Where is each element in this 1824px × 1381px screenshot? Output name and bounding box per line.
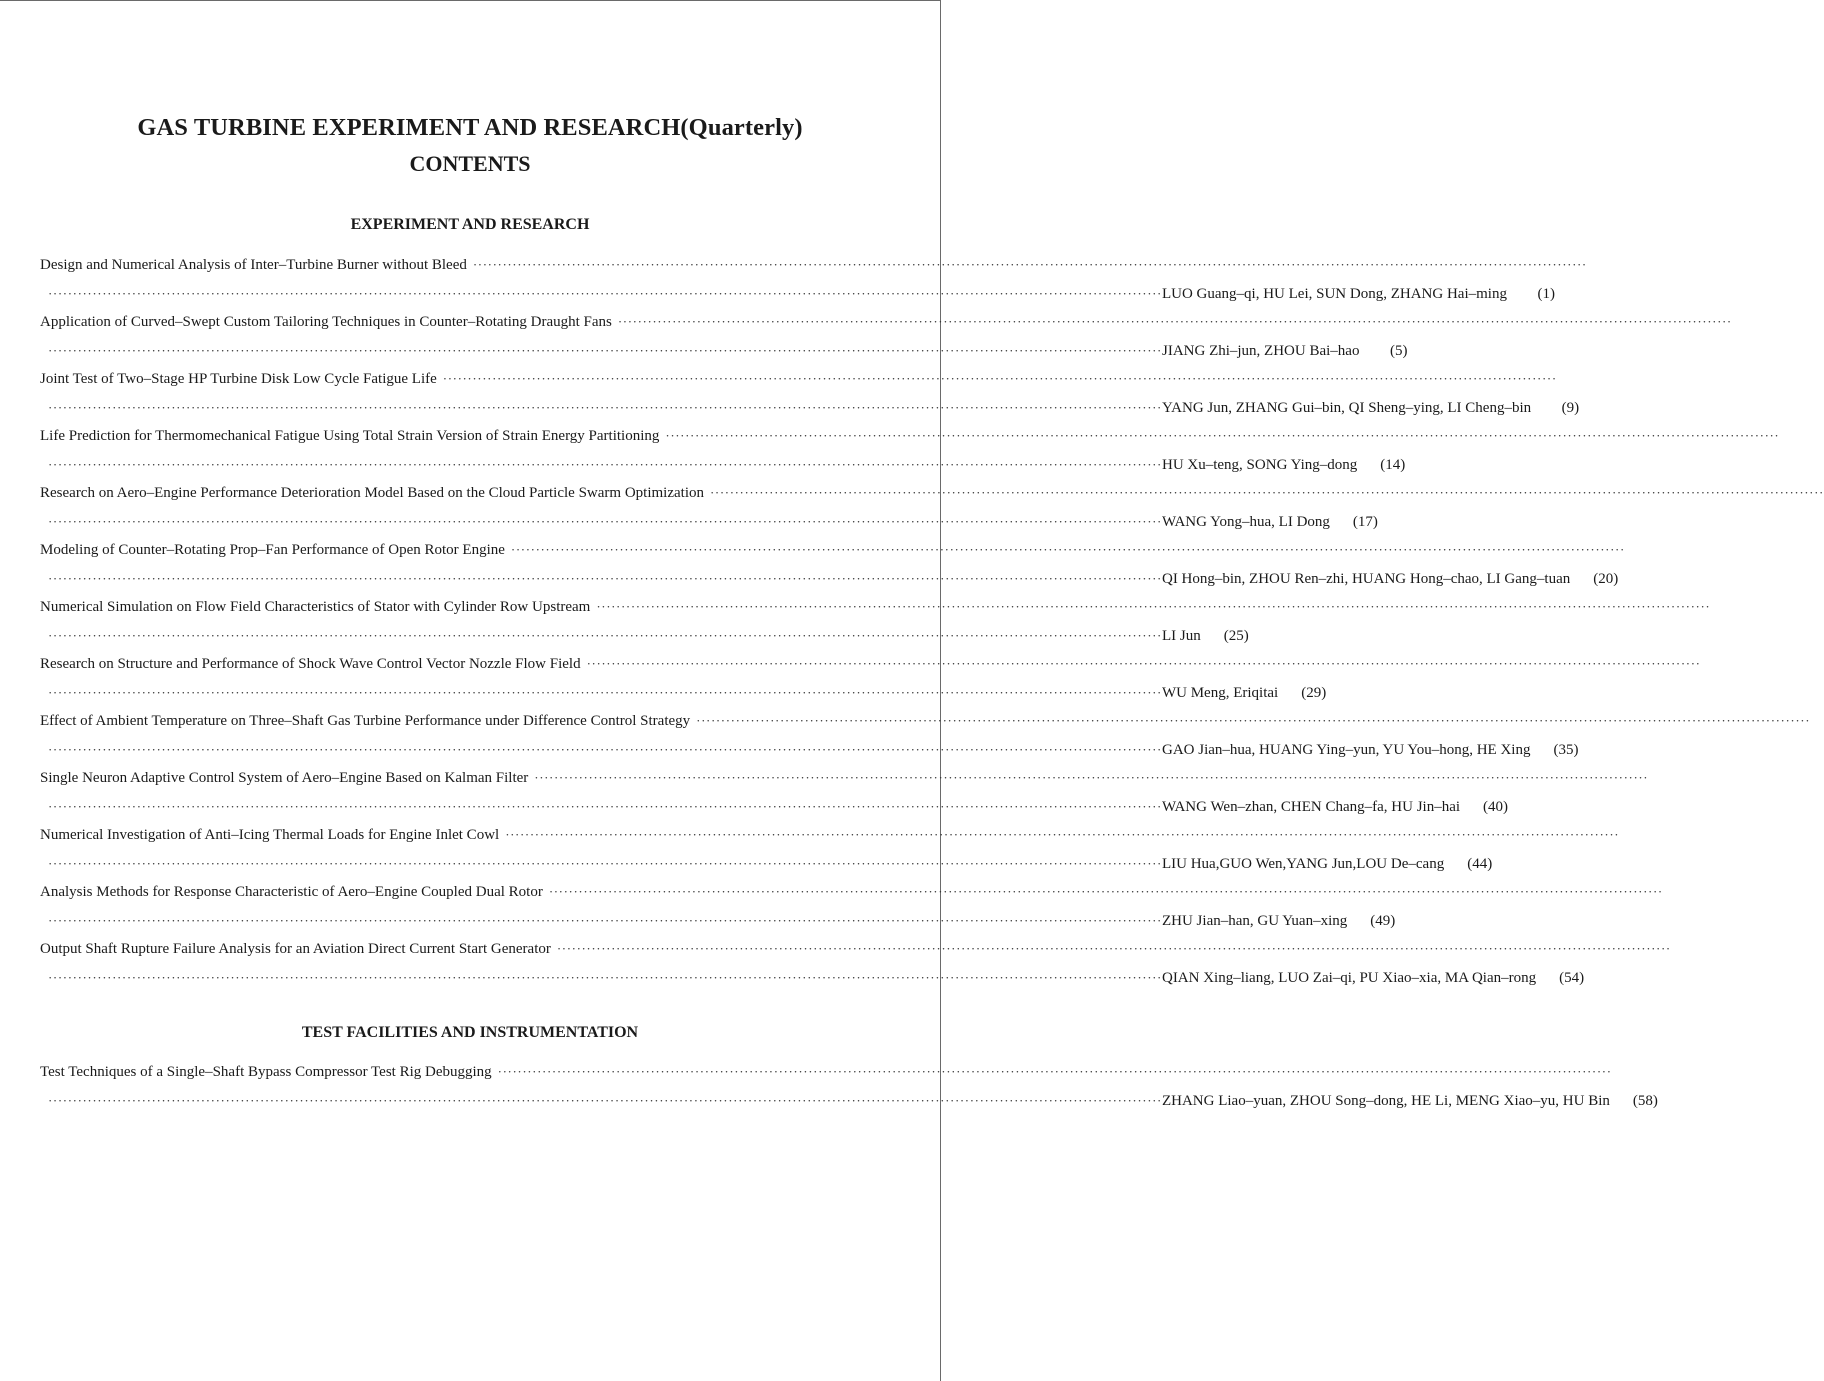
dot-leader [48, 451, 1162, 479]
section-entries-test-facilities [40, 1058, 1658, 1115]
article-title: Design and Numerical Analysis of Inter–Turbine Burner without Bleed [40, 257, 467, 273]
article-title: Single Neuron Adaptive Control System of Aero–Engine Based on Kalman Filter [40, 770, 529, 786]
toc-entry-title-row [40, 935, 906, 964]
article-title: Life Prediction for Thermomechanical Fatigue Using Total Strain Version of Strain Energy Partitioning [40, 428, 660, 444]
page-number: (35) [1553, 741, 1579, 758]
article-title: Research on Aero–Engine Performance Deterioration Model Based on the Cloud Particle Swarm Optimization [40, 485, 704, 501]
page-number: (1) [1537, 285, 1555, 302]
article-authors: LI Jun [1161, 627, 1201, 644]
toc-entry [40, 764, 1509, 821]
toc-entry-title-row [40, 308, 906, 337]
toc-entry-title-row [40, 479, 906, 508]
page-number: (44) [1467, 855, 1493, 872]
dot-leader [48, 793, 1162, 821]
toc-entry [40, 365, 1580, 422]
dot-leader [505, 821, 1619, 849]
article-authors: LIU Hua,GUO Wen,YANG Jun,LOU De–cang [1161, 855, 1445, 872]
dot-leader [48, 907, 1162, 935]
dot-leader [557, 935, 1671, 963]
page-number: (29) [1301, 684, 1327, 701]
toc-entry-title-row [40, 593, 906, 622]
toc-entry-author-row [40, 508, 1378, 537]
toc-entry [40, 308, 1408, 365]
page-number: (54) [1559, 969, 1585, 986]
toc-entry-title-row [40, 536, 906, 565]
article-authors: WANG Wen–zhan, CHEN Chang–fa, HU Jin–hai [1161, 798, 1461, 815]
page-number: (9) [1561, 399, 1580, 416]
toc-entry [40, 878, 1396, 935]
toc-entry-author-row [40, 337, 1408, 366]
page-number: (49) [1370, 912, 1396, 929]
dot-leader [48, 679, 1162, 707]
dot-leader [48, 508, 1162, 536]
dot-leader [511, 536, 1625, 564]
toc-entry-author-row [40, 679, 1327, 708]
dot-leader [696, 707, 1810, 735]
toc-entry-title-row [40, 821, 906, 850]
article-title: Output Shaft Rupture Failure Analysis for an Aviation Direct Current Start Generator [40, 941, 551, 957]
article-title: Analysis Methods for Response Characteristic of Aero–Engine Coupled Dual Rotor [40, 884, 543, 900]
page-number: (5) [1389, 342, 1408, 359]
article-title: Numerical Investigation of Anti–Icing Thermal Loads for Engine Inlet Cowl [40, 827, 500, 843]
dot-leader [665, 422, 1779, 450]
toc-entry-author-row [40, 793, 1509, 822]
dot-leader [48, 565, 1162, 593]
article-title: Numerical Simulation on Flow Field Characteristics of Stator with Cylinder Row Upstream [40, 599, 591, 615]
page-number: (17) [1352, 513, 1378, 530]
dot-leader [443, 365, 1557, 393]
article-title: Application of Curved–Swept Custom Tailoring Techniques in Counter–Rotating Draught Fans [40, 314, 612, 330]
article-authors: WU Meng, Eriqitai [1161, 684, 1279, 701]
toc-entry-author-row [40, 850, 1493, 879]
article-title: Effect of Ambient Temperature on Three–Shaft Gas Turbine Performance under Difference Control Strategy [40, 713, 691, 729]
toc-entry-author-row [40, 280, 1555, 309]
dot-leader [534, 764, 1648, 792]
toc-entry-author-row [40, 394, 1580, 423]
toc-entry-title-row [40, 878, 906, 907]
page-number: (20) [1593, 570, 1619, 587]
article-title: Research on Structure and Performance of Shock Wave Control Vector Nozzle Flow Field [40, 656, 581, 672]
toc-entry-author-row [40, 451, 1406, 480]
article-authors: HU Xu–teng, SONG Ying–dong [1161, 456, 1358, 473]
page-number: (25) [1223, 627, 1249, 644]
article-authors: QI Hong–bin, ZHOU Ren–zhi, HUANG Hong–chao, LI Gang–tuan [1161, 570, 1571, 587]
contents-heading: CONTENTS [409, 151, 531, 176]
article-title: Modeling of Counter–Rotating Prop–Fan Performance of Open Rotor Engine [40, 542, 505, 558]
toc-entry-title-row [40, 764, 906, 793]
page-number: (58) [1632, 1092, 1658, 1109]
article-authors: QIAN Xing–liang, LUO Zai–qi, PU Xiao–xia, MA Qian–rong [1161, 969, 1537, 986]
toc-entry-title-row [40, 1058, 906, 1087]
toc-entry [40, 422, 1406, 479]
dot-leader [473, 251, 1587, 279]
toc-entry [40, 593, 1249, 650]
page-number: (14) [1380, 456, 1406, 473]
toc-entry-title-row [40, 650, 906, 679]
toc-entry-title-row [40, 365, 906, 394]
journal-title: GAS TURBINE EXPERIMENT AND RESEARCH(Quarterly) [137, 114, 803, 141]
section-heading: TEST FACILITIES AND INSTRUMENTATION [301, 1024, 639, 1041]
toc-entry-author-row [40, 622, 1249, 651]
toc-entry-author-row [40, 1087, 1658, 1116]
dot-leader [48, 736, 1162, 764]
article-title: Test Techniques of a Single–Shaft Bypass Compressor Test Rig Debugging [40, 1064, 492, 1080]
dot-leader [618, 308, 1732, 336]
section-entries-experiment [40, 251, 1619, 992]
dot-leader [596, 593, 1710, 621]
toc-entry [40, 536, 1619, 593]
toc-entry [40, 479, 1378, 536]
article-authors: ZHU Jian–han, GU Yuan–xing [1161, 912, 1348, 929]
toc-entry-author-row [40, 565, 1619, 594]
dot-leader [48, 622, 1162, 650]
article-authors: GAO Jian–hua, HUANG Ying–yun, YU You–hong, HE Xing [1161, 741, 1531, 758]
toc-entry [40, 821, 1493, 878]
article-title: Joint Test of Two–Stage HP Turbine Disk Low Cycle Fatigue Life [40, 371, 437, 387]
toc-entry-title-row [40, 422, 906, 451]
toc-entry [40, 650, 1327, 707]
toc-entry-author-row [40, 964, 1585, 993]
dot-leader [549, 878, 1663, 906]
article-authors: ZHANG Liao–yuan, ZHOU Song–dong, HE Li, MENG Xiao–yu, HU Bin [1161, 1092, 1610, 1109]
toc-entry-author-row [40, 736, 1579, 765]
toc-entry [40, 1058, 1658, 1115]
dot-leader [48, 394, 1162, 422]
toc-entry-author-row [40, 907, 1396, 936]
toc-entry [40, 707, 1579, 764]
toc-entry-title-row [40, 251, 906, 280]
toc-entry [40, 251, 1555, 308]
article-authors: JIANG Zhi–jun, ZHOU Bai–hao [1161, 342, 1360, 359]
page-number: (40) [1483, 798, 1509, 815]
toc-entry-title-row [40, 707, 906, 736]
dot-leader [48, 337, 1162, 365]
dot-leader [498, 1058, 1612, 1086]
toc-entry [40, 935, 1585, 992]
section-heading: EXPERIMENT AND RESEARCH [350, 216, 590, 233]
article-authors: WANG Yong–hua, LI Dong [1161, 513, 1330, 530]
dot-leader [48, 1087, 1162, 1115]
article-authors: LUO Guang–qi, HU Lei, SUN Dong, ZHANG Hai–ming [1161, 285, 1507, 302]
dot-leader [48, 280, 1162, 308]
dot-leader [587, 650, 1701, 678]
article-authors: YANG Jun, ZHANG Gui–bin, QI Sheng–ying, LI Cheng–bin [1161, 399, 1532, 416]
dot-leader [710, 479, 1824, 507]
dot-leader [48, 964, 1162, 992]
dot-leader [48, 850, 1162, 878]
